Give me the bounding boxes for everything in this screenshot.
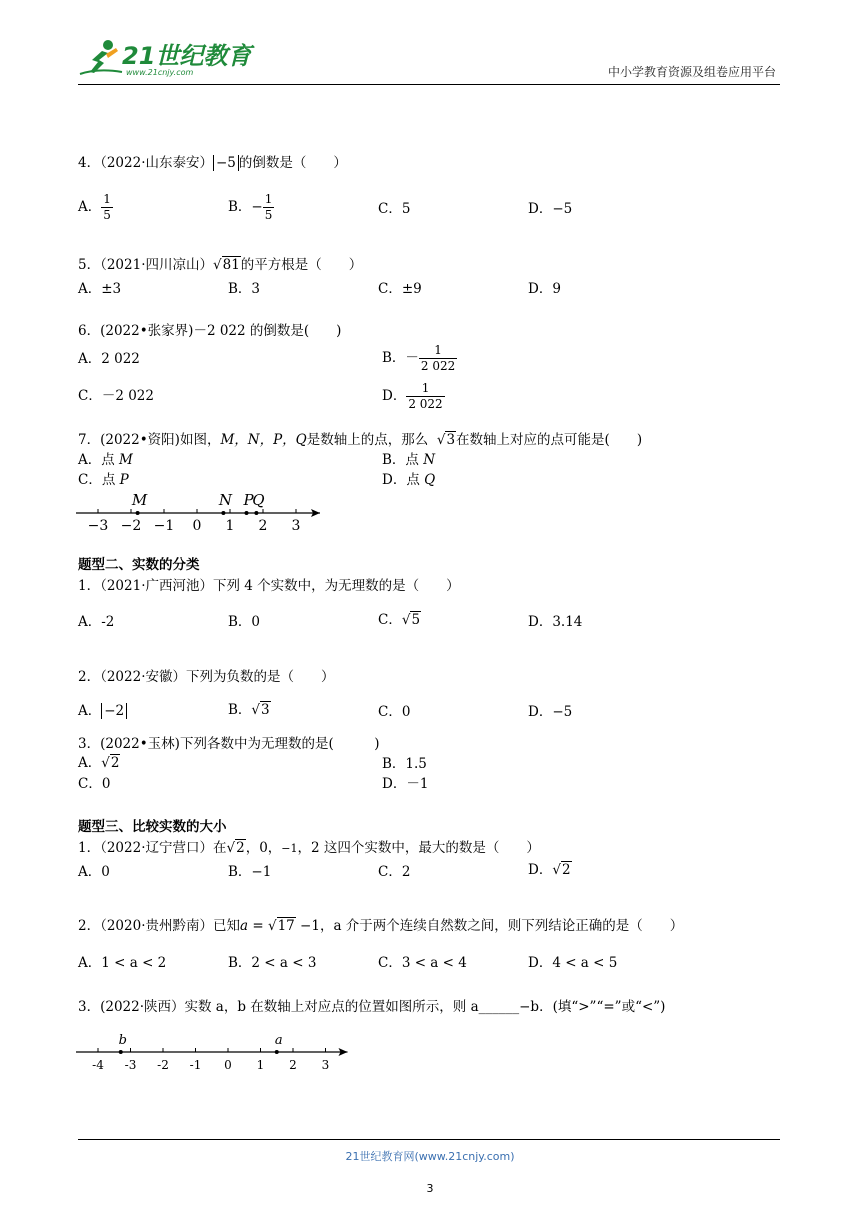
s2-q1-stem: 1．（2021·广西河池）下列 4 个实数中，为无理数的是（ ）	[78, 578, 460, 594]
logo-text: 21世纪教育	[122, 42, 252, 70]
s3-q1-option-a: A．0	[78, 864, 110, 880]
point-label-N: N	[218, 491, 232, 509]
point-b	[119, 1050, 123, 1054]
tick-label: -4	[92, 1058, 104, 1072]
q4-option-d: D．−5	[528, 201, 573, 217]
tick-label: 1	[225, 518, 235, 534]
tick-label: −1	[153, 518, 175, 534]
q7-option-d: D．点 Q	[382, 472, 436, 488]
tick-label: 3	[291, 518, 301, 534]
tick-label: −3	[87, 518, 109, 534]
s3-q1-option-b: B．−1	[228, 864, 272, 880]
q7-number-line	[76, 488, 336, 534]
q4-stem: 4．（2022·山东泰安） −5 的倒数是（ ）	[78, 155, 347, 171]
s2-q2-option-c: C．0	[378, 704, 411, 720]
s3-q3-number-line	[76, 1030, 356, 1076]
point-label-M: M	[131, 491, 148, 509]
point-label-P: P	[243, 491, 254, 509]
header-divider	[78, 84, 780, 85]
q4-option-c: C．5	[378, 201, 411, 217]
tick-label: -2	[157, 1058, 169, 1072]
s2-q3-option-a: A．√2	[78, 755, 120, 771]
point-Q	[254, 511, 258, 515]
point-label-Q: Q	[252, 491, 265, 509]
s2-q3-option-d: D．－1	[382, 776, 429, 792]
header-platform-text: 中小学教育资源及组卷应用平台	[607, 65, 776, 79]
s2-q2-stem: 2．（2022·安徽）下列为负数的是（ ）	[78, 669, 335, 685]
point-label-b: b	[118, 1033, 127, 1048]
s3-q1-stem: 1．（2022·辽宁营口）在√2，0，−1，2 这四个实数中，最大的数是（ ）	[78, 840, 540, 856]
s2-q3-option-b: B．1.5	[382, 756, 427, 772]
tick-label: -3	[124, 1058, 137, 1072]
q7-option-c: C．点 P	[78, 472, 129, 488]
q5-option-a: A．±3	[78, 281, 122, 297]
tick-label: 0	[192, 518, 202, 534]
s3-q1-option-c: C．2	[378, 864, 411, 880]
q5-option-d: D．9	[528, 281, 561, 297]
q7-option-a: A．点 M	[78, 452, 133, 468]
q6-option-d: D． $\frac{1}{2 022}$	[382, 381, 443, 411]
s3-q2-option-d: D．4 < a < 5	[528, 955, 618, 971]
s3-q3-stem: 3．(2022·陕西）实数 a，b 在数轴上对应点的位置如图所示，则 a______−b．(填“>”“=”或“<”)	[78, 999, 666, 1015]
s3-q2-option-a: A．1 < a < 2	[78, 955, 167, 971]
point-N	[221, 511, 225, 515]
s2-q1-option-d: D．3.14	[528, 614, 583, 630]
q7-option-b: B．点 N	[382, 452, 436, 468]
section-3-title: 题型三、比较实数的大小	[78, 819, 227, 835]
q6-option-c: C．－2 022	[78, 388, 154, 404]
s3-q2-stem: 2．（2020·贵州黔南）已知a = √17 −1，a 介于两个连续自然数之间，则下列结论正确的是（ ）	[78, 918, 684, 934]
q6-option-a: A．2 022	[78, 351, 140, 367]
point-label-a: a	[274, 1033, 283, 1048]
q7-stem: 7．(2022•资阳)如图，M，N，P，Q是数轴上的点，那么 √3在数轴上对应的点可能是( )	[78, 432, 643, 448]
q4-option-b: B．− $\frac{1}{5}$	[228, 192, 273, 222]
tick-label: 2	[289, 1058, 297, 1072]
s2-q3-option-c: C．0	[78, 776, 111, 792]
s2-q1-option-c: C．√5	[378, 612, 421, 628]
tick-label: 3	[321, 1058, 330, 1072]
q5-option-b: B．3	[228, 281, 261, 297]
logo	[78, 38, 252, 80]
footer-divider	[78, 1139, 780, 1140]
q5-stem: 5．（2021·四川凉山）√81的平方根是（ ）	[78, 257, 363, 273]
q6-stem: 6．(2022•张家界)－2 022 的倒数是( )	[78, 323, 342, 339]
s3-q2-option-c: C．3 < a < 4	[378, 955, 467, 971]
s2-q2-option-a: A． −2	[78, 705, 127, 719]
s2-q1-option-b: B．0	[228, 614, 261, 630]
point-P	[245, 511, 249, 515]
point-M	[136, 511, 140, 515]
q6-option-b: B．－ $\frac{1}{2 022}$	[382, 343, 456, 373]
runner-icon	[78, 38, 124, 80]
tick-label: −2	[120, 518, 142, 534]
point-a	[275, 1050, 279, 1054]
s2-q2-option-d: D．−5	[528, 704, 573, 720]
tick-label: -1	[189, 1058, 202, 1072]
q5-option-c: C．±9	[378, 281, 422, 297]
s3-q2-option-b: B．2 < a < 3	[228, 955, 317, 971]
logo-url: www.21cnjy.com	[126, 68, 194, 77]
tick-label: 2	[258, 518, 268, 534]
q4-option-a: A． $\frac{1}{5}$	[78, 192, 111, 222]
s2-q2-option-b: B．√3	[228, 702, 270, 718]
s2-q1-option-a: A．-2	[78, 614, 115, 630]
tick-label: 1	[256, 1058, 265, 1072]
section-2-title: 题型二、实数的分类	[78, 557, 200, 573]
s3-q1-option-d: D．√2	[528, 862, 571, 878]
footer-site-link[interactable]: 21世纪教育网(www.21cnjy.com)	[345, 1150, 515, 1163]
page-number: 3	[426, 1182, 434, 1195]
s2-q3-stem: 3．(2022•玉林)下列各数中为无理数的是( )	[78, 736, 380, 752]
tick-label: 0	[224, 1058, 232, 1072]
